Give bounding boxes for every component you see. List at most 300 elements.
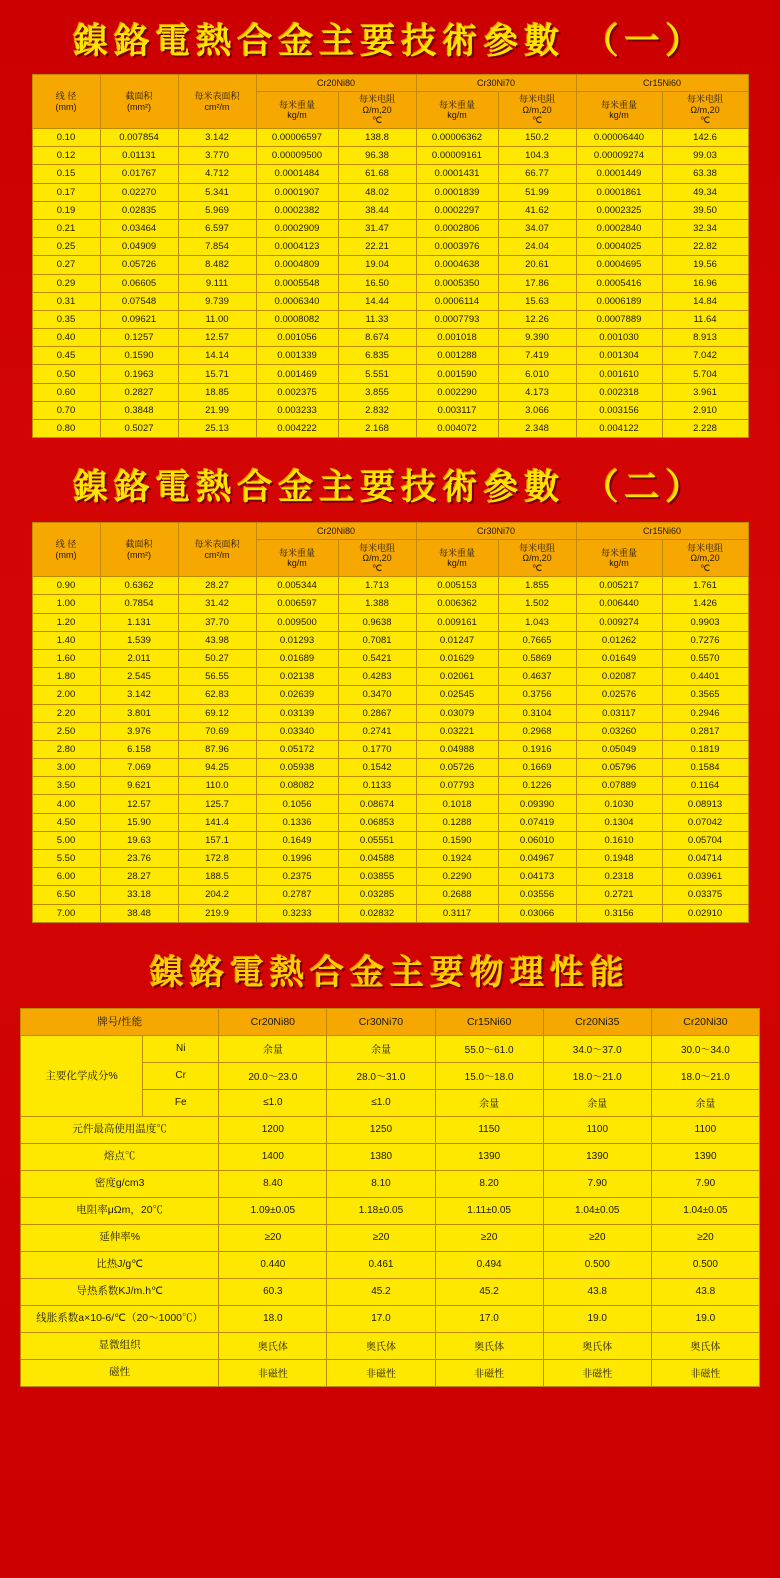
header-resist-3 (662, 92, 748, 129)
header-resist-2-line3: ℃ (531, 115, 543, 126)
table-cell: 138.8 (338, 129, 416, 147)
table-cell: 204.2 (178, 886, 256, 904)
table-cell: 4.173 (498, 383, 576, 401)
table-cell: 0.03340 (256, 722, 338, 740)
table-cell: 3.00 (32, 759, 100, 777)
table-cell: 1400 (219, 1143, 327, 1170)
table-cell: 奥氏体 (651, 1332, 759, 1359)
header-area-line1: 截面积 (125, 539, 153, 550)
table-cell: 0.31 (32, 292, 100, 310)
table-cell: 0.35 (32, 310, 100, 328)
table-cell: 0.04967 (498, 850, 576, 868)
table-cell: 0.001610 (576, 365, 662, 383)
table-cell: 0.04909 (100, 238, 178, 256)
table-cell: 22.21 (338, 238, 416, 256)
table-cell: 0.006597 (256, 595, 338, 613)
table-cell: 2.832 (338, 401, 416, 419)
table-row (32, 868, 748, 886)
table-cell: 28.0～31.0 (327, 1062, 435, 1089)
table-cell: 0.0006189 (576, 292, 662, 310)
table-cell: 0.0002840 (576, 219, 662, 237)
header-resist-3-line3: ℃ (699, 115, 711, 126)
table-cell: 0.002375 (256, 383, 338, 401)
table-cell: 2.910 (662, 401, 748, 419)
phys-col-cr20ni35: Cr20Ni35 (543, 1008, 651, 1035)
table-cell: 0.440 (219, 1251, 327, 1278)
table-cell: 0.03375 (662, 886, 748, 904)
table-row (21, 1035, 760, 1062)
table-cell: 16.96 (662, 274, 748, 292)
table-cell: 0.04173 (498, 868, 576, 886)
table-cell: 141.4 (178, 813, 256, 831)
table-cell: 1.713 (338, 577, 416, 595)
table-cell: 0.1226 (498, 777, 576, 795)
table-cell: 0.001590 (416, 365, 498, 383)
table-cell: 0.07548 (100, 292, 178, 310)
table-cell: 8.674 (338, 329, 416, 347)
table-cell: 48.02 (338, 183, 416, 201)
table-cell: 0.00006362 (416, 129, 498, 147)
table-cell: 3.50 (32, 777, 100, 795)
phys-row-label: 电阻率μΩm，20℃ (21, 1197, 219, 1224)
header-resist-1-line2: Ω/m,20 (362, 104, 392, 115)
table-cell: 0.1610 (576, 831, 662, 849)
table-cell: 1100 (651, 1116, 759, 1143)
table-cell: 0.494 (435, 1251, 543, 1278)
table-cell: 31.42 (178, 595, 256, 613)
table-row (32, 329, 748, 347)
header-resist-2 (498, 92, 576, 129)
header-weight-1-line2: kg/m (287, 558, 307, 569)
table-cell: 余量 (543, 1089, 651, 1116)
table-row (21, 1278, 760, 1305)
table-cell: 3.066 (498, 401, 576, 419)
table-cell: 0.006362 (416, 595, 498, 613)
table-cell: 96.38 (338, 147, 416, 165)
table-row (21, 1305, 760, 1332)
table-cell: 19.0 (543, 1305, 651, 1332)
table-cell: 70.69 (178, 722, 256, 740)
header-resist-3-line3: ℃ (699, 563, 711, 574)
header-diameter (32, 75, 100, 129)
header-weight-2-line1: 每米重量 (438, 547, 475, 558)
table-cell: 0.0005350 (416, 274, 498, 292)
table-cell: 0.3470 (338, 686, 416, 704)
table-cell: 39.50 (662, 201, 748, 219)
table-cell: 非磁性 (219, 1359, 327, 1386)
table-cell: 0.04714 (662, 850, 748, 868)
phys-row-label: 熔点℃ (21, 1143, 219, 1170)
table-row (21, 1170, 760, 1197)
table-cell: ≥20 (435, 1224, 543, 1251)
header-weight-1-line1: 每米重量 (278, 99, 315, 110)
table-cell: 0.7276 (662, 631, 748, 649)
header-resist-1-line2: Ω/m,20 (362, 553, 392, 564)
table-cell: 0.02832 (338, 904, 416, 922)
table-cell: 12.57 (178, 329, 256, 347)
phys-col-cr20ni80: Cr20Ni80 (219, 1008, 327, 1035)
table-cell: 2.228 (662, 420, 748, 438)
header-resist-3-line2: Ω/m,20 (690, 553, 720, 564)
table-cell: 非磁性 (435, 1359, 543, 1386)
table-cell: 33.18 (100, 886, 178, 904)
table-cell: 3.961 (662, 383, 748, 401)
table-cell: 5.969 (178, 201, 256, 219)
table-row (21, 1116, 760, 1143)
table-cell: 1.855 (498, 577, 576, 595)
header-alloy-cr15ni60: Cr15Ni60 (576, 523, 748, 540)
table-cell: 104.3 (498, 147, 576, 165)
table-cell: 0.1030 (576, 795, 662, 813)
table-cell: 6.00 (32, 868, 100, 886)
table-cell: 1.11±0.05 (435, 1197, 543, 1224)
table-row (32, 759, 748, 777)
table-cell: 0.0001839 (416, 183, 498, 201)
table-cell: 62.83 (178, 686, 256, 704)
table-cell: 0.03464 (100, 219, 178, 237)
table-cell: 0.07793 (416, 777, 498, 795)
table-cell: 非磁性 (327, 1359, 435, 1386)
table-cell: 1.761 (662, 577, 748, 595)
table-cell: 2.00 (32, 686, 100, 704)
table-cell: 非磁性 (543, 1359, 651, 1386)
header-alloy-cr30ni70: Cr30Ni70 (416, 75, 576, 92)
table-cell: 7.419 (498, 347, 576, 365)
header-weight-3 (576, 540, 662, 577)
header-surface-line1: 每米表面积 (194, 91, 240, 102)
table-cell: 30.0～34.0 (651, 1035, 759, 1062)
table-cell: 1.539 (100, 631, 178, 649)
table-cell: 0.2968 (498, 722, 576, 740)
table-cell: 奥氏体 (219, 1332, 327, 1359)
table-cell: 31.47 (338, 219, 416, 237)
table-row (32, 292, 748, 310)
table-cell: 0.06010 (498, 831, 576, 849)
table-cell: 0.05551 (338, 831, 416, 849)
table-cell: 6.835 (338, 347, 416, 365)
table-cell: 0.40 (32, 329, 100, 347)
table-cell: 0.001056 (256, 329, 338, 347)
phys-row-label: 导热系数KJ/m.h℃ (21, 1278, 219, 1305)
table-cell: 0.05704 (662, 831, 748, 849)
table-cell: 1.388 (338, 595, 416, 613)
table-cell: 0.1819 (662, 740, 748, 758)
table-cell: 0.00009161 (416, 147, 498, 165)
table-row (32, 165, 748, 183)
phys-chem-element: Fe (143, 1089, 219, 1116)
table-cell: 1.80 (32, 668, 100, 686)
table-cell: 17.86 (498, 274, 576, 292)
table-cell: 1.18±0.05 (327, 1197, 435, 1224)
table-cell: 1.40 (32, 631, 100, 649)
phys-chem-element: Ni (143, 1035, 219, 1062)
table-cell: 0.2375 (256, 868, 338, 886)
table-cell: 43.8 (543, 1278, 651, 1305)
table-cell: 0.05172 (256, 740, 338, 758)
table-cell: 110.0 (178, 777, 256, 795)
table-row (32, 668, 748, 686)
table-cell: 0.2688 (416, 886, 498, 904)
phys-col-cr20ni30: Cr20Ni30 (651, 1008, 759, 1035)
table-cell: 43.98 (178, 631, 256, 649)
table-cell: ≥20 (543, 1224, 651, 1251)
table-cell: 5.00 (32, 831, 100, 849)
table-cell: 0.02061 (416, 668, 498, 686)
table-cell: 0.0001431 (416, 165, 498, 183)
table-cell: 0.0007793 (416, 310, 498, 328)
header-weight-3-line2: kg/m (609, 558, 629, 569)
table-cell: 3.801 (100, 704, 178, 722)
table-cell: 0.01262 (576, 631, 662, 649)
table-cell: 0.08674 (338, 795, 416, 813)
table-cell: 0.2867 (338, 704, 416, 722)
table-cell: 0.02835 (100, 201, 178, 219)
table-cell: 0.1649 (256, 831, 338, 849)
table-cell: 0.3233 (256, 904, 338, 922)
table-cell: 99.03 (662, 147, 748, 165)
header-weight-3-line1: 每米重量 (600, 99, 637, 110)
table-cell: 7.00 (32, 904, 100, 922)
table-cell: 0.1916 (498, 740, 576, 758)
table-cell: 19.56 (662, 256, 748, 274)
table-cell: 0.1948 (576, 850, 662, 868)
header-resist-1 (338, 540, 416, 577)
table-cell: 5.341 (178, 183, 256, 201)
table-cell: 9.621 (100, 777, 178, 795)
table-cell: 2.50 (32, 722, 100, 740)
table-cell: 0.2741 (338, 722, 416, 740)
table-cell: 0.5570 (662, 649, 748, 667)
table-cell: 28.27 (100, 868, 178, 886)
table-row (21, 1251, 760, 1278)
table-cell: 1.20 (32, 613, 100, 631)
table-row (32, 347, 748, 365)
table-cell: ≤1.0 (327, 1089, 435, 1116)
header-resist-3 (662, 540, 748, 577)
header-weight-2-line1: 每米重量 (438, 99, 475, 110)
header-weight-2-line2: kg/m (447, 558, 467, 569)
table-cell: 66.77 (498, 165, 576, 183)
table-cell: 0.70 (32, 401, 100, 419)
table-cell: 61.68 (338, 165, 416, 183)
page-title-table1: 鎳鉻電熱合金主要技術參數 （一） (73, 21, 707, 62)
header-resist-3-line1: 每米电阻 (686, 94, 723, 105)
table-cell: 37.70 (178, 613, 256, 631)
table-cell: 余量 (435, 1089, 543, 1116)
table-row (32, 831, 748, 849)
table-cell: 14.44 (338, 292, 416, 310)
table-cell: 0.03117 (576, 704, 662, 722)
table-cell: 0.03066 (498, 904, 576, 922)
table-cell: 38.44 (338, 201, 416, 219)
table-cell: 9.739 (178, 292, 256, 310)
table-cell: 0.003117 (416, 401, 498, 419)
header-weight-2 (416, 92, 498, 129)
table-cell: 0.0002382 (256, 201, 338, 219)
table-cell: 0.7854 (100, 595, 178, 613)
table-row (32, 649, 748, 667)
table-row (32, 420, 748, 438)
table-cell: 0.03961 (662, 868, 748, 886)
header-resist-1-line3: ℃ (371, 115, 383, 126)
table-cell: 16.50 (338, 274, 416, 292)
table-cell: 0.009161 (416, 613, 498, 631)
table-cell: 0.1164 (662, 777, 748, 795)
header-weight-2-line2: kg/m (447, 110, 467, 120)
table-row (32, 129, 748, 147)
wire-table-1-body (32, 129, 748, 438)
header-weight-1-line2: kg/m (287, 110, 307, 120)
table-cell: 0.02270 (100, 183, 178, 201)
table-cell: 0.05726 (100, 256, 178, 274)
table-cell: 20.61 (498, 256, 576, 274)
phys-header-row (21, 1008, 760, 1035)
header-resist-3-line1: 每米电阻 (686, 542, 723, 553)
table-cell: 0.08913 (662, 795, 748, 813)
table-cell: 4.50 (32, 813, 100, 831)
table-cell: 0.0001449 (576, 165, 662, 183)
phys-col-cr15ni60: Cr15Ni60 (435, 1008, 543, 1035)
table-cell: 0.2817 (662, 722, 748, 740)
table-cell: 0.05796 (576, 759, 662, 777)
table-cell: 7.069 (100, 759, 178, 777)
table-row (32, 383, 748, 401)
table-cell: 0.2290 (416, 868, 498, 886)
header-area-line1: 截面积 (125, 91, 153, 102)
table-cell: 0.005217 (576, 577, 662, 595)
table-cell: 12.26 (498, 310, 576, 328)
table-cell: 0.03260 (576, 722, 662, 740)
table-cell: 0.02138 (256, 668, 338, 686)
table-row (32, 850, 748, 868)
table-cell: 6.010 (498, 365, 576, 383)
phys-row-label: 比热J/g℃ (21, 1251, 219, 1278)
table-cell: 0.500 (651, 1251, 759, 1278)
header-alloy-cr20ni80: Cr20Ni80 (256, 75, 416, 92)
table-cell: 0.0002806 (416, 219, 498, 237)
header-weight-3 (576, 92, 662, 129)
table-cell: 0.0001861 (576, 183, 662, 201)
table-row (21, 1143, 760, 1170)
table-cell: 0.15 (32, 165, 100, 183)
table-cell: 20.0～23.0 (219, 1062, 327, 1089)
table-cell: 4.00 (32, 795, 100, 813)
table-cell: ≥20 (219, 1224, 327, 1251)
table-cell: 5.704 (662, 365, 748, 383)
table-cell: 3.976 (100, 722, 178, 740)
table-cell: 0.27 (32, 256, 100, 274)
table-cell: 0.0001907 (256, 183, 338, 201)
table-cell: 奥氏体 (543, 1332, 651, 1359)
table-row (21, 1332, 760, 1359)
table-cell: 0.0001484 (256, 165, 338, 183)
table-cell: 0.2721 (576, 886, 662, 904)
table-cell: 0.005344 (256, 577, 338, 595)
wire-parameters-table-1 (32, 74, 749, 438)
table-cell: 0.1590 (100, 347, 178, 365)
table-cell: 7.90 (543, 1170, 651, 1197)
table-cell: 0.01767 (100, 165, 178, 183)
table-cell: 0.1542 (338, 759, 416, 777)
header-area (100, 523, 178, 577)
table-cell: 1100 (543, 1116, 651, 1143)
table-cell: 0.50 (32, 365, 100, 383)
table-cell: 0.001304 (576, 347, 662, 365)
table-cell: 18.0 (219, 1305, 327, 1332)
phys-row-label: 显微组织 (21, 1332, 219, 1359)
table-cell: 0.4283 (338, 668, 416, 686)
table-cell: 0.02576 (576, 686, 662, 704)
table-cell: 5.50 (32, 850, 100, 868)
table-cell: 0.004072 (416, 420, 498, 438)
table-cell: 19.0 (651, 1305, 759, 1332)
table-cell: 12.57 (100, 795, 178, 813)
table-cell: 0.03855 (338, 868, 416, 886)
table-cell: 11.64 (662, 310, 748, 328)
table-cell: 32.34 (662, 219, 748, 237)
table-cell: 24.04 (498, 238, 576, 256)
table-cell: 41.62 (498, 201, 576, 219)
header-surface (178, 75, 256, 129)
header-resist-2 (498, 540, 576, 577)
table-cell: 2.348 (498, 420, 576, 438)
table-cell: 0.006440 (576, 595, 662, 613)
phys-row-label: 线胀系数a×10-6/℃（20～1000℃） (21, 1305, 219, 1332)
table-cell: 18.85 (178, 383, 256, 401)
table-cell: 0.500 (543, 1251, 651, 1278)
table-cell: 0.05049 (576, 740, 662, 758)
header-resist-1-line1: 每米电阻 (358, 542, 395, 553)
table-cell: 0.009500 (256, 613, 338, 631)
table-cell: 0.0006340 (256, 292, 338, 310)
phys-row-label: 元件最高使用温度℃ (21, 1116, 219, 1143)
table-cell: 49.34 (662, 183, 748, 201)
table-cell: 0.0002297 (416, 201, 498, 219)
table-cell: 23.76 (100, 850, 178, 868)
table-cell: 0.60 (32, 383, 100, 401)
table-cell: 0.1669 (498, 759, 576, 777)
table-cell: 0.02087 (576, 668, 662, 686)
table-cell: 0.1018 (416, 795, 498, 813)
table-cell: 50.27 (178, 649, 256, 667)
wire-parameters-table-2 (32, 522, 749, 923)
table-cell: 0.1336 (256, 813, 338, 831)
table-cell: 1380 (327, 1143, 435, 1170)
table-cell: 0.003156 (576, 401, 662, 419)
table-cell: 0.01247 (416, 631, 498, 649)
table-cell: 0.03556 (498, 886, 576, 904)
table-cell: 18.0～21.0 (651, 1062, 759, 1089)
table-cell: 1.60 (32, 649, 100, 667)
table-cell: 1.04±0.05 (651, 1197, 759, 1224)
table-cell: 15.90 (100, 813, 178, 831)
table-cell: 2.20 (32, 704, 100, 722)
header-diameter (32, 523, 100, 577)
table-cell: 0.02545 (416, 686, 498, 704)
table-cell: 0.002318 (576, 383, 662, 401)
table-cell: 0.0004123 (256, 238, 338, 256)
table-cell: 1.426 (662, 595, 748, 613)
table-row (32, 183, 748, 201)
table-cell: 1390 (543, 1143, 651, 1170)
table-cell: 7.042 (662, 347, 748, 365)
table-cell: 0.04988 (416, 740, 498, 758)
table-cell: 25.13 (178, 420, 256, 438)
table-cell: 0.6362 (100, 577, 178, 595)
table-row (32, 595, 748, 613)
table-row (32, 256, 748, 274)
header-resist-2-line2: Ω/m,20 (522, 104, 552, 115)
